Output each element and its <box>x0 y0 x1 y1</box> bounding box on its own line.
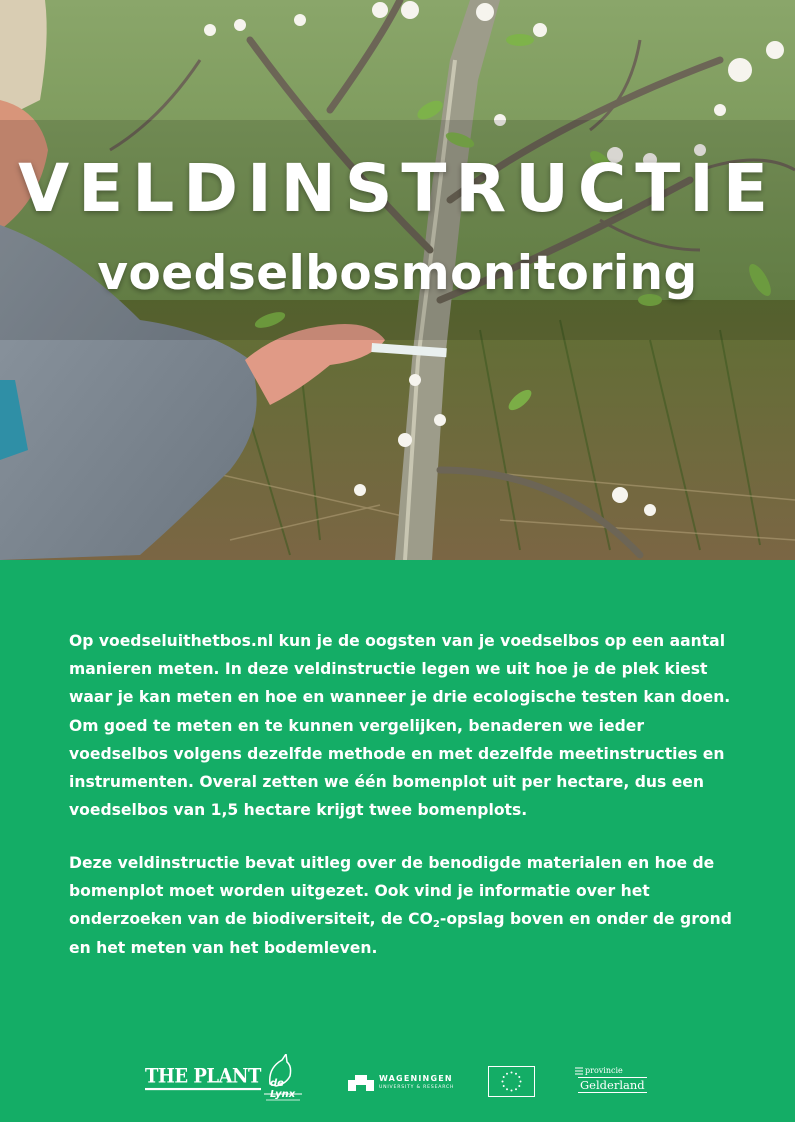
wageningen-name: WAGENINGEN <box>379 1074 453 1083</box>
hero-photo <box>0 0 795 560</box>
paragraph-2-text-end: -opslag boven en onder de grond en het meten van het bodemleven. <box>69 910 732 957</box>
page-title: VELDINSTRUCTIE <box>18 150 777 227</box>
intro-paragraph-2 <box>69 849 734 962</box>
wageningen-building-icon <box>347 1072 375 1092</box>
wageningen-subtitle: UNIVERSITY & RESEARCH <box>379 1085 455 1090</box>
wageningen-logo <box>347 1072 457 1094</box>
partner-logos <box>0 1050 795 1110</box>
gelderland-logo <box>575 1066 645 1096</box>
the-plant-logo: THE PLANT <box>145 1065 261 1090</box>
de-lynx-text: de Lynx <box>270 1078 296 1100</box>
intro-paragraph-1: Op voedseluithetbos.nl kun je de oogsten van je voedselbos op een aantal manieren meten. In deze veldinstructie legen we uit hoe je de plek kiest waar je kan meten en hoe en wanneer je drie ecologische testen kan doen. Om goed te meten en te kunnen vergelijken, benaderen we ieder voedselbos volgens dezelfde methode en met dezelfde meetinstructies en instrumenten. Overal zetten we één bomenplot uit per hectare, dus een voedselbos van 1,5 hectare krijgt twee bomenplots. <box>69 632 731 820</box>
eu-stars-icon <box>489 1067 534 1096</box>
eu-flag-logo <box>488 1066 535 1097</box>
gelderland-lines-icon <box>575 1067 585 1076</box>
gelderland-name: Gelderland <box>580 1078 645 1092</box>
gelderland-prefix: provincie <box>585 1066 623 1075</box>
page-subtitle: voedselbosmonitoring <box>97 246 698 301</box>
intro-section <box>0 560 795 1122</box>
co2-subscript: 2 <box>432 919 440 931</box>
de-lynx-logo <box>262 1054 304 1106</box>
paragraph-2-text-start: Deze veldinstructie bevat uitleg over de benodigde materialen en hoe de bomenplot moet worden uitgezet. Ook vind je informatie over het onderzoeken van de biodiversiteit, de CO <box>69 854 715 929</box>
